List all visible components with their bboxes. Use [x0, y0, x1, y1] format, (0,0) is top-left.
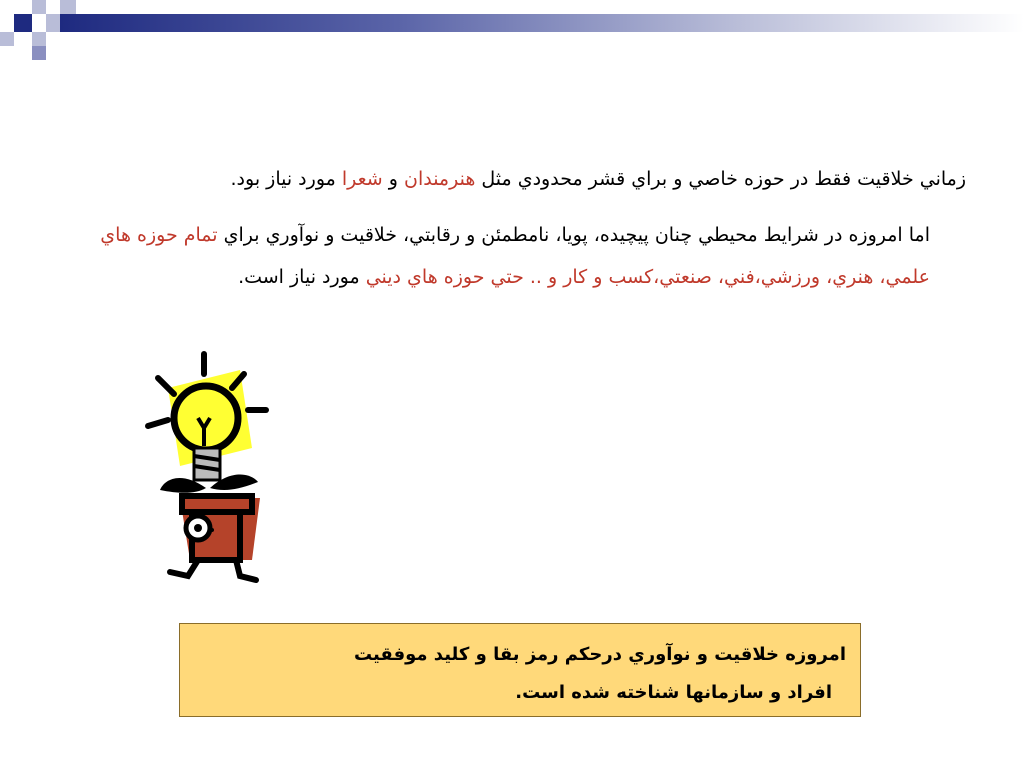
- paragraph-today: [50, 214, 930, 298]
- highlight-artists: هنرمندان: [403, 168, 476, 190]
- callout-box: [179, 623, 861, 717]
- highlight-poets: شعرا: [341, 168, 383, 190]
- title-bar-decoration: [60, 14, 1024, 32]
- text-span: زماني خلاقيت فقط در حوزه خاصي و براي قشر محدودي مثل: [475, 168, 966, 190]
- callout-text: [186, 636, 846, 712]
- text-span: اما امروزه در شرايط محيطي چنان پيچيده، پويا، نامطمئن و رقابتي، خلاقيت و نوآوري براي: [217, 224, 930, 246]
- lightbulb-pot-icon: [140, 348, 275, 588]
- callout-line-1: امروزه خلاقيت و نوآوري درحكم رمز بقا و كليد موفقيت: [353, 644, 846, 665]
- paragraph-intro: [46, 168, 966, 190]
- highlight-fields: تمام حوزه هاي علمي، هنري، ورزشي،فني، صنعتي،كسب و كار و .. حتي حوزه هاي ديني: [100, 224, 930, 288]
- text-span: مورد نياز بود.: [230, 168, 342, 190]
- text-span: مورد نياز است.: [238, 266, 366, 288]
- text-span: و: [382, 168, 404, 190]
- callout-line-2: افراد و سازمانها شناخته شده است.: [515, 682, 832, 703]
